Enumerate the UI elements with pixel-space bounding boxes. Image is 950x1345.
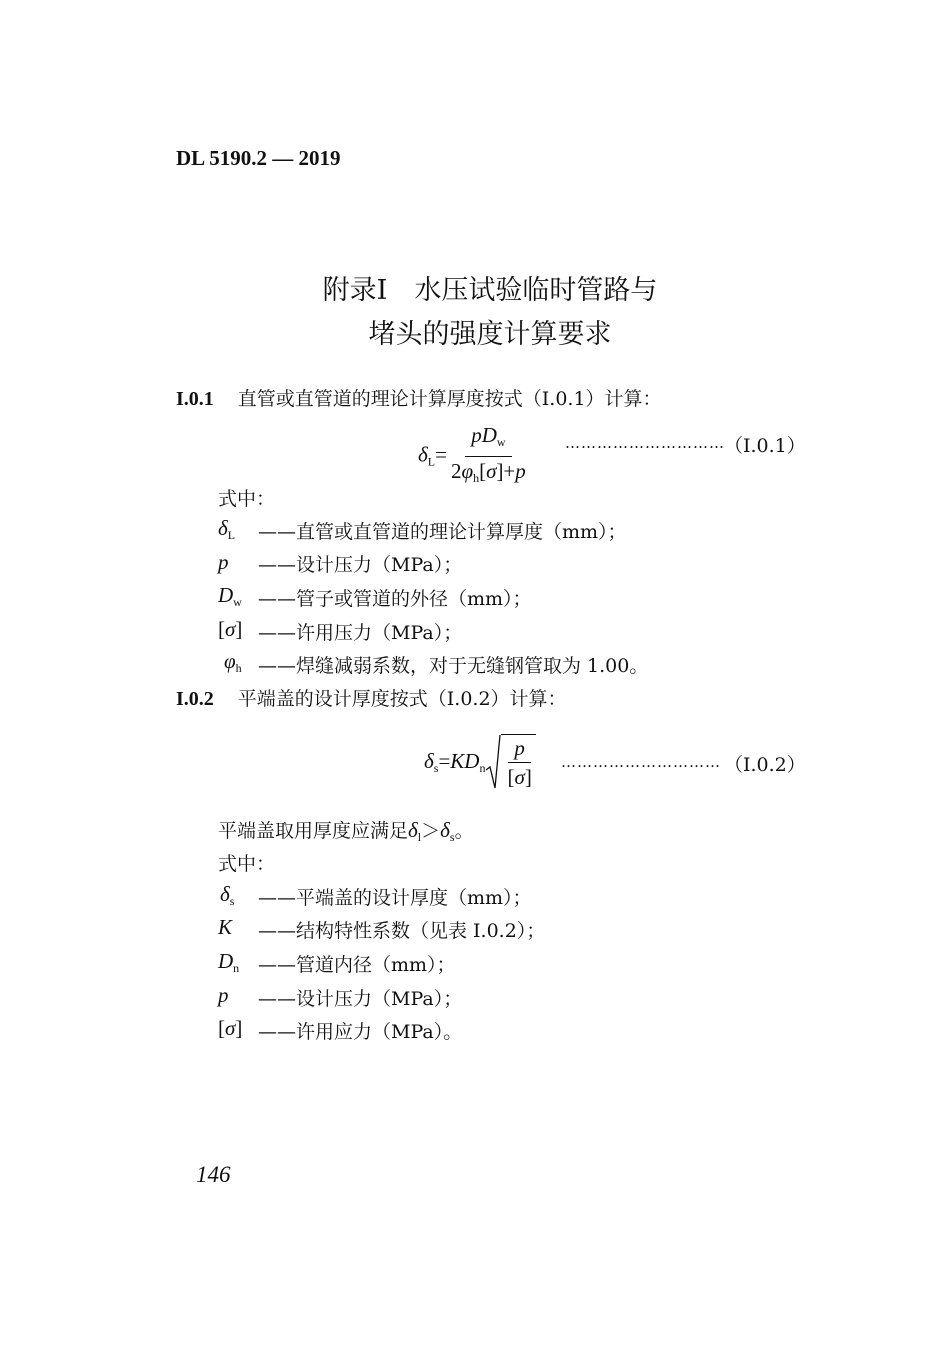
symbol-K-desc: ——结构特性系数（见表 I.0.2）；: [258, 920, 546, 942]
condition-end: 。: [454, 820, 474, 842]
clause-2-text: 平端盖的设计厚度按式（I.0.2）计算：: [237, 688, 567, 710]
appendix-title-line2: 堵头的强度计算要求: [368, 319, 612, 350]
symbol-sigma: [σ]: [218, 617, 243, 641]
formula-1-fraction: $\frac{pD_w}{2\varphi_h[\sigma]+p}$: [450, 423, 526, 485]
formula-2-fraction: $\frac{p}{[\sigma]}$: [507, 736, 532, 789]
clause-1-heading: [176, 384, 662, 411]
symbol-D-n-desc: ——管道内径（mm）；: [258, 954, 456, 976]
equation-number-1: （I.0.1）: [724, 435, 806, 457]
symbol-p: p: [218, 550, 229, 574]
where-label-1: 式中：: [218, 488, 276, 510]
equation-number-2: （I.0.2）: [724, 754, 806, 776]
formula-2-leader: …………………………: [561, 753, 721, 771]
appendix-title-line1: 附录I 水压试验临时管路与: [322, 275, 658, 306]
formula-2-sqrt: [485, 734, 535, 790]
condition-greater-than: ＞: [421, 820, 441, 842]
clause-2-number: I.0.2: [176, 688, 214, 710]
symbol-D-w: $D_w$: [218, 583, 242, 609]
symbol-delta-s: $\delta_s$: [220, 882, 235, 908]
formula-2: $\delta_s=KD_n$ $\frac{p}{[\sigma]}$: [424, 734, 536, 790]
symbol-D-w-desc: ——管子或管道的外径（mm）；: [258, 588, 532, 610]
page-number: 146: [196, 1162, 231, 1187]
symbol-p-2-desc: ——设计压力（MPa）；: [258, 988, 463, 1010]
symbol-delta-L: $\delta_L$: [218, 516, 236, 542]
clause-1-number: I.0.1: [176, 388, 214, 410]
clause-2-heading: [176, 684, 567, 711]
symbol-D-n: $D_n$: [218, 949, 240, 975]
symbol-phi-h-desc: ——焊缝减弱系数，对于无缝钢管取为 1.00。: [258, 655, 649, 677]
symbol-sigma-2: [σ]: [218, 1016, 243, 1040]
formula-1: $\delta_L=$ $\frac{pD_w}{2\varphi_h[\sigma]+p}$: [418, 422, 530, 491]
symbol-sigma-2-desc: ——许用应力（MPa）。: [258, 1021, 463, 1043]
document-code: DL 5190.2 — 2019: [176, 146, 341, 170]
symbol-delta-s-desc: ——平端盖的设计厚度（mm）；: [258, 887, 532, 909]
where-label-2: 式中：: [218, 853, 276, 875]
symbol-phi-h: $\varphi_h$: [224, 649, 242, 675]
thickness-condition: 平端盖取用厚度应满足$\delta_l>\delta_s$。: [218, 818, 474, 844]
clause-1-text: 直管或直管道的理论计算厚度按式（I.0.1）计算：: [237, 388, 662, 410]
formula-1-leader: …………………………: [565, 434, 725, 452]
symbol-p-2: p: [218, 983, 229, 1007]
symbol-delta-L-desc: ——直管或直管道的理论计算厚度（mm）；: [258, 521, 627, 543]
symbol-p-desc: ——设计压力（MPa）；: [258, 554, 463, 576]
symbol-sigma-desc: ——许用压力（MPa）；: [258, 622, 463, 644]
condition-text: 平端盖取用厚度应满足: [218, 820, 409, 842]
symbol-K: K: [218, 915, 233, 939]
